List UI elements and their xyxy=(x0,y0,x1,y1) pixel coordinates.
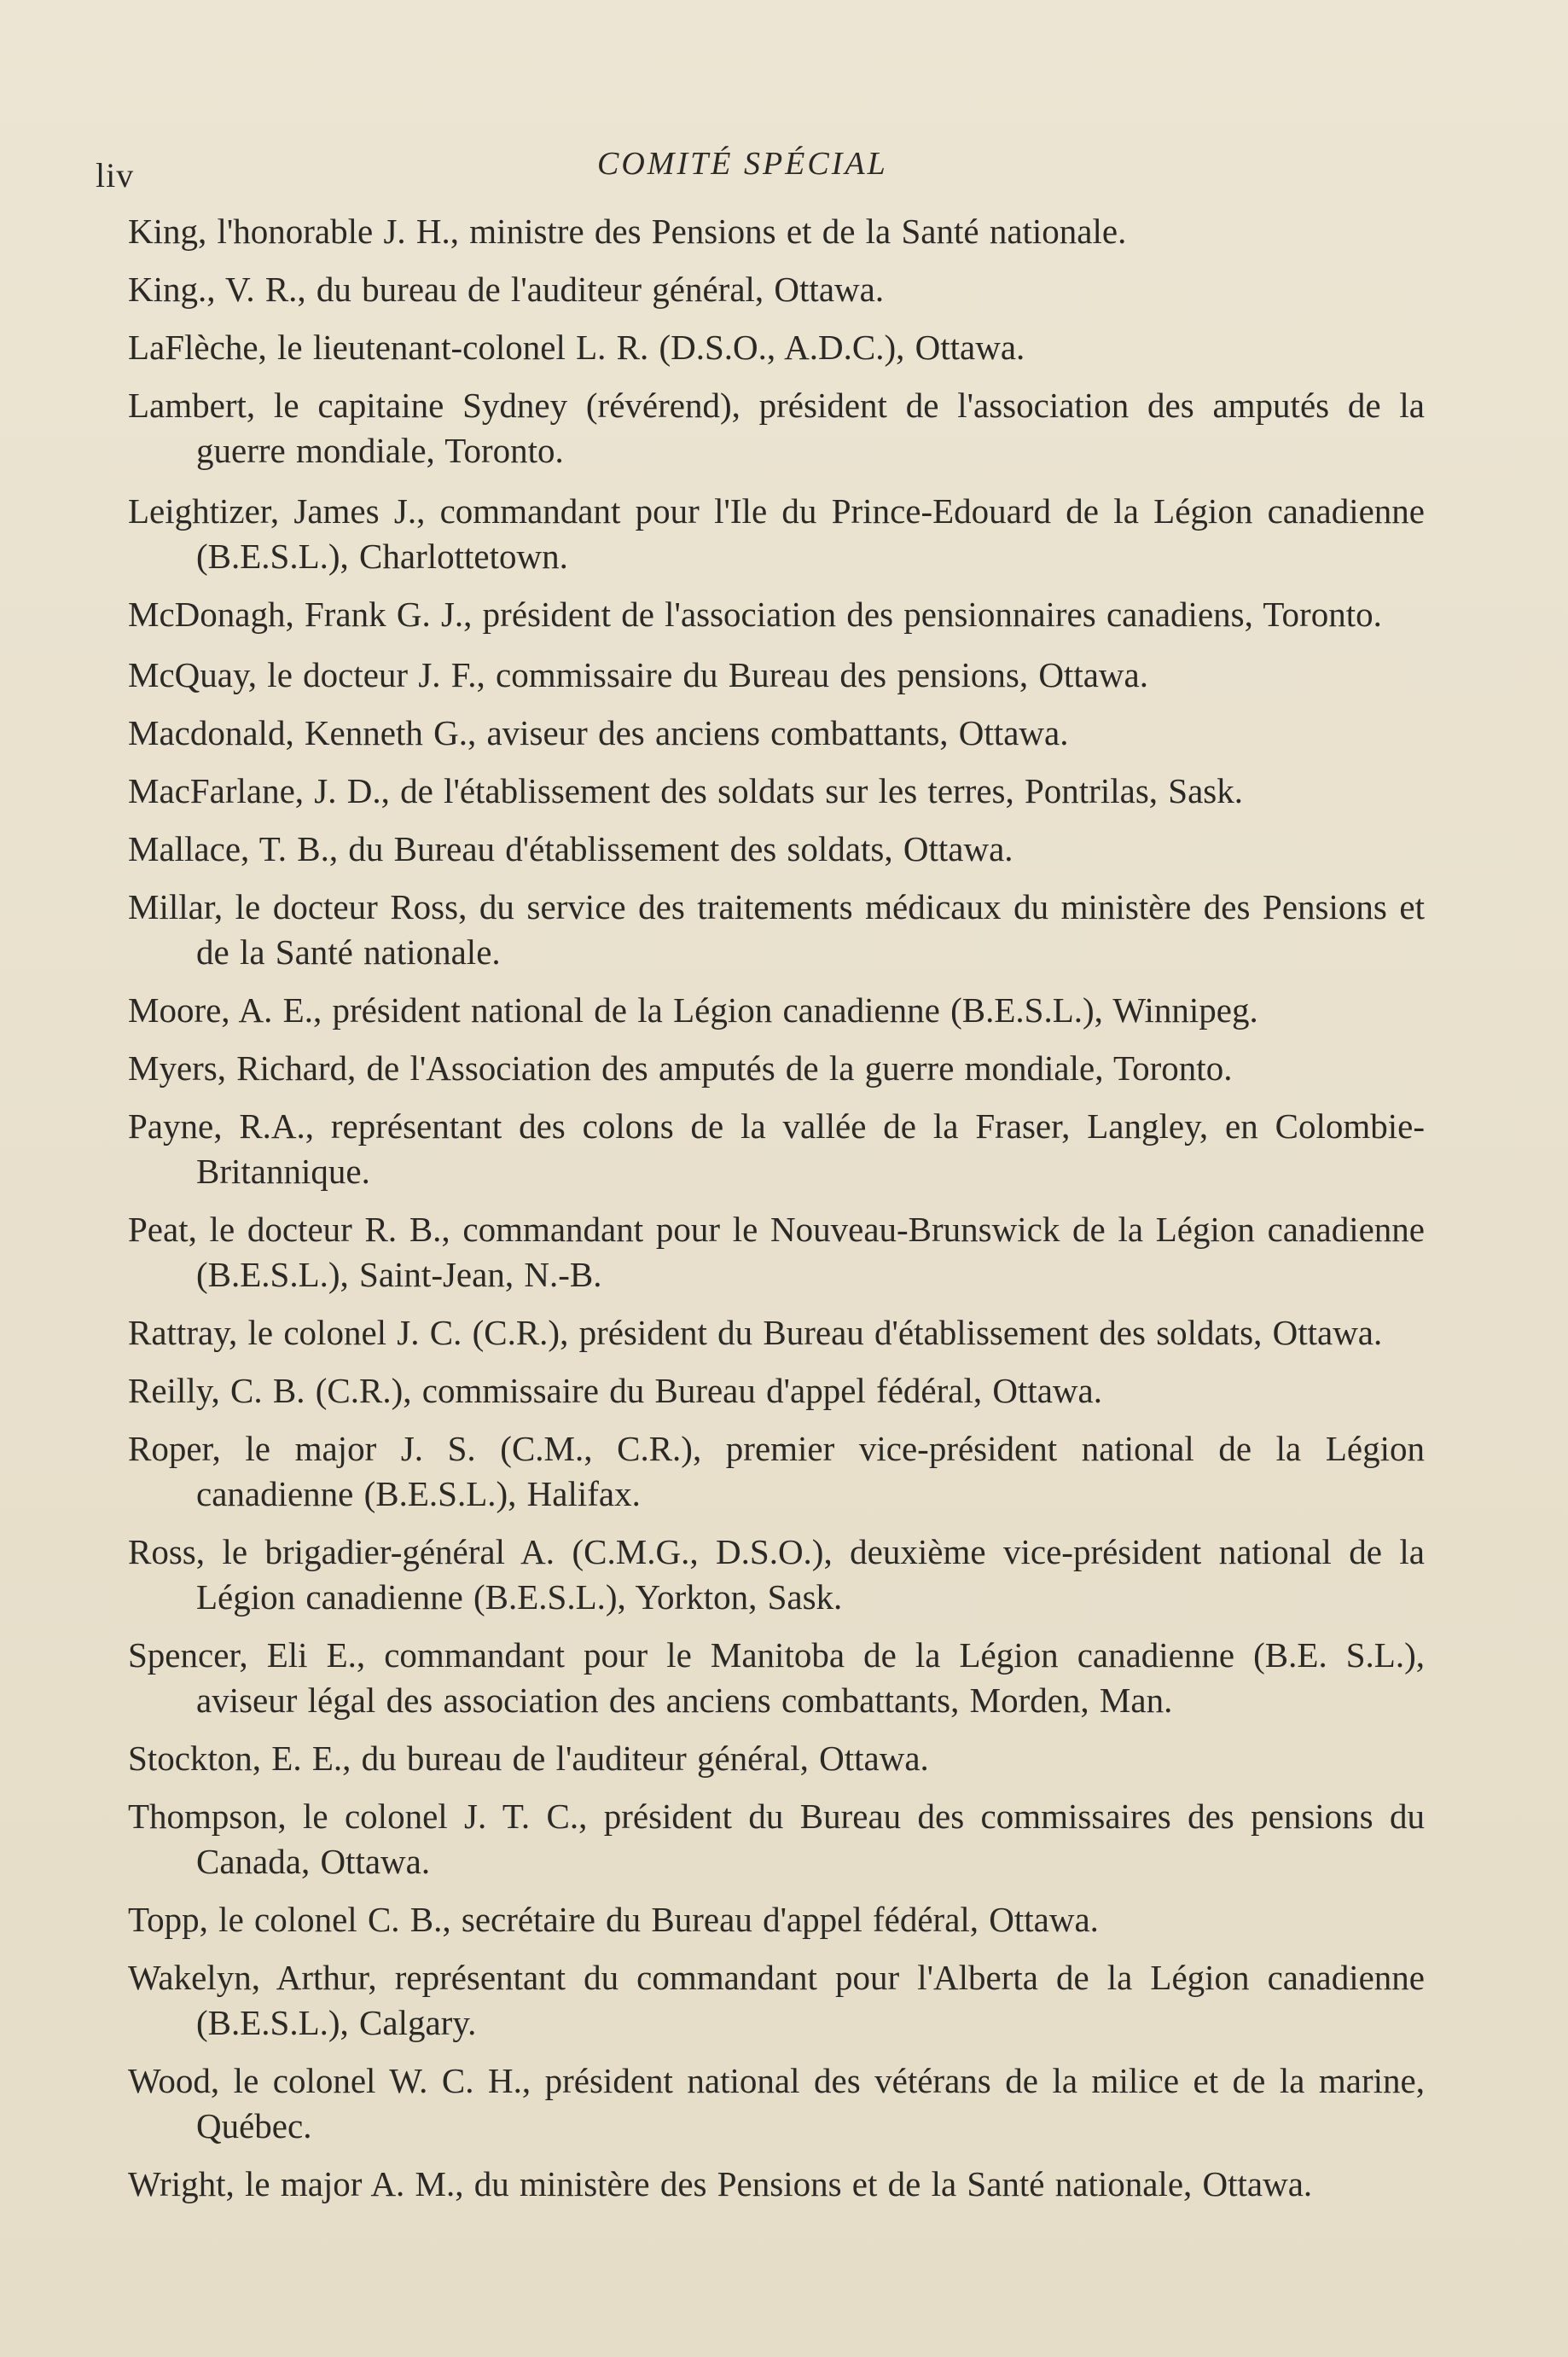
running-title: COMITÉ SPÉCIAL xyxy=(597,146,888,182)
list-item: Mallace, T. B., du Bureau d'établissement des soldats, Ottawa. xyxy=(128,829,1013,868)
list-item: Spencer, Eli E., commandant pour le Manitoba de la Légion canadienne (B.E. S.L.), aviseur légal des association des anciens combattants, Morden, Man. xyxy=(128,1635,1425,1720)
list-item: Leightizer, James J., commandant pour l'Ile du Prince-Edouard de la Légion canadienne (B.E.S.L.), Charlottetown. xyxy=(128,491,1425,576)
list-item: McDonagh, Frank G. J., président de l'association des pensionnaires canadiens, Toronto. xyxy=(128,595,1382,634)
list-item: Rattray, le colonel J. C. (C.R.), président du Bureau d'établissement des soldats, Ottawa. xyxy=(128,1313,1383,1352)
list-item: Lambert, le capitaine Sydney (révérend), président de l'association des amputés de la guerre mondiale, Toronto. xyxy=(128,386,1425,470)
list-item: Millar, le docteur Ross, du service des traitements médicaux du ministère des Pensions et de la Santé nationale. xyxy=(128,887,1425,972)
list-item: LaFlèche, le lieutenant-colonel L. R. (D.S.O., A.D.C.), Ottawa. xyxy=(128,328,1025,367)
list-item: Topp, le colonel C. B., secrétaire du Bureau d'appel fédéral, Ottawa. xyxy=(128,1900,1099,1939)
list-item: Moore, A. E., président national de la Légion canadienne (B.E.S.L.), Winnipeg. xyxy=(128,990,1258,1030)
list-item: Ross, le brigadier-général A. (C.M.G., D.S.O.), deuxième vice-président national de la Légion canadienne (B.E.S.L.), Yorkton, Sask. xyxy=(128,1532,1425,1617)
list-item: Stockton, E. E., du bureau de l'auditeur général, Ottawa. xyxy=(128,1739,929,1778)
page-number: liv xyxy=(96,156,135,194)
list-item: King., V. R., du bureau de l'auditeur général, Ottawa. xyxy=(128,270,885,309)
list-item: Wood, le colonel W. C. H., président national des vétérans de la milice et de la marine, Québec. xyxy=(128,2061,1425,2145)
witness-list xyxy=(128,209,1425,2220)
list-item: Payne, R.A., représentant des colons de la vallée de la Fraser, Langley, en Colombie-Britannique. xyxy=(128,1106,1425,1191)
list-item: Wright, le major A. M., du ministère des Pensions et de la Santé nationale, Ottawa. xyxy=(128,2164,1313,2203)
list-item: Myers, Richard, de l'Association des amputés de la guerre mondiale, Toronto. xyxy=(128,1048,1233,1088)
list-item: McQuay, le docteur J. F., commissaire du Bureau des pensions, Ottawa. xyxy=(128,655,1148,694)
list-item: King, l'honorable J. H., ministre des Pensions et de la Santé nationale. xyxy=(128,212,1127,251)
page-header xyxy=(0,136,1568,194)
list-item: Macdonald, Kenneth G., aviseur des anciens combattants, Ottawa. xyxy=(128,713,1069,752)
list-item: Wakelyn, Arthur, représentant du commandant pour l'Alberta de la Légion canadienne (B.E.S.L.), Calgary. xyxy=(128,1958,1425,2042)
list-item: Roper, le major J. S. (C.M., C.R.), premier vice-président national de la Légion canadienne (B.E.S.L.), Halifax. xyxy=(128,1429,1425,1513)
list-item: MacFarlane, J. D., de l'établissement des soldats sur les terres, Pontrilas, Sask. xyxy=(128,771,1243,810)
list-item: Thompson, le colonel J. T. C., président du Bureau des commissaires des pensions du Canada, Ottawa. xyxy=(128,1797,1425,1881)
list-item: Reilly, C. B. (C.R.), commissaire du Bureau d'appel fédéral, Ottawa. xyxy=(128,1371,1102,1410)
list-item: Peat, le docteur R. B., commandant pour le Nouveau-Brunswick de la Légion canadienne (B.E.S.L.), Saint-Jean, N.-B. xyxy=(128,1210,1425,1294)
